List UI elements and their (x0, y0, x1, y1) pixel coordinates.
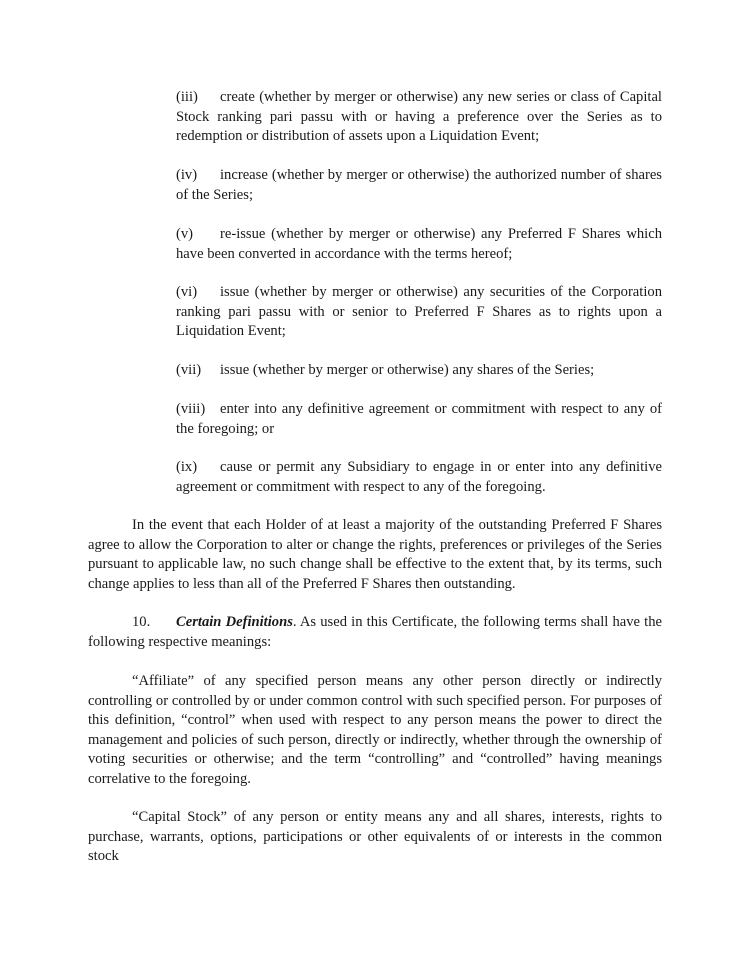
list-item (176, 361, 662, 381)
list-item-text: cause or permit any Subsidiary to engage in or enter into any definitive agreement or commitment with respect to any of the foregoing. (176, 459, 662, 495)
section-heading: Certain Definitions (176, 614, 293, 630)
section-10-paragraph (88, 613, 662, 652)
list-item-text: re-issue (whether by merger or otherwise) any Preferred F Shares which have been converted in accordance with the terms hereof; (176, 226, 662, 262)
list-item (176, 88, 662, 147)
capital-stock-definition: “Capital Stock” of any person or entity means any and all shares, interests, rights to purchase, warrants, options, participations or other equivalents of or interests in the common stock (88, 809, 662, 864)
list-item-text: issue (whether by merger or otherwise) any shares of the Series; (220, 362, 595, 378)
section-text: . As used in this Certificate, the following terms shall have the following respective meanings: (88, 614, 662, 650)
list-item (176, 166, 662, 205)
list-item-number: (v) (176, 226, 194, 242)
list-item (176, 225, 662, 264)
affiliate-definition: “Affiliate” of any specified person means any other person directly or indirectly controlling or controlled by or under common control with such specified person. For purposes of this definition, “control” when used with respect to any person means the power to direct the management and policies of such person, directly or indirectly, whether through the ownership of voting securities or otherwise; and the term “controlling” and “controlled” having meanings correlative to the foregoing. (88, 673, 662, 787)
list-item-number: (vi) (176, 284, 198, 300)
list-item-number: (iii) (176, 89, 198, 105)
section-number: 10. (132, 614, 151, 630)
event-paragraph: In the event that each Holder of at least a majority of the outstanding Preferred F Shares agree to allow the Corporation to alter or change the rights, preferences or privileges of the Series pursuant to applicable law, no such change shall be effective to the extent that, by its terms, such change applies to less than all of the Preferred F Shares then outstanding. (88, 517, 662, 592)
list-item (176, 400, 662, 439)
list-item (176, 283, 662, 342)
list-item-number: (ix) (176, 459, 198, 475)
list-item-number: (iv) (176, 167, 198, 183)
list-item-text: issue (whether by merger or otherwise) any securities of the Corporation ranking pari passu with or senior to Preferred F Shares as to rights upon a Liquidation Event; (176, 284, 662, 339)
list-item-number: (vii) (176, 362, 202, 378)
list-item-text: create (whether by merger or otherwise) any new series or class of Capital Stock ranking pari passu with or having a preference over the Series as to redemption or distribution of assets upon a Liquidation Event; (176, 89, 662, 144)
list-item-text: enter into any definitive agreement or commitment with respect to any of the foregoing; or (176, 401, 662, 437)
list-item-number: (viii) (176, 401, 206, 417)
list-item (176, 458, 662, 497)
list-item-text: increase (whether by merger or otherwise) the authorized number of shares of the Series; (176, 167, 662, 203)
